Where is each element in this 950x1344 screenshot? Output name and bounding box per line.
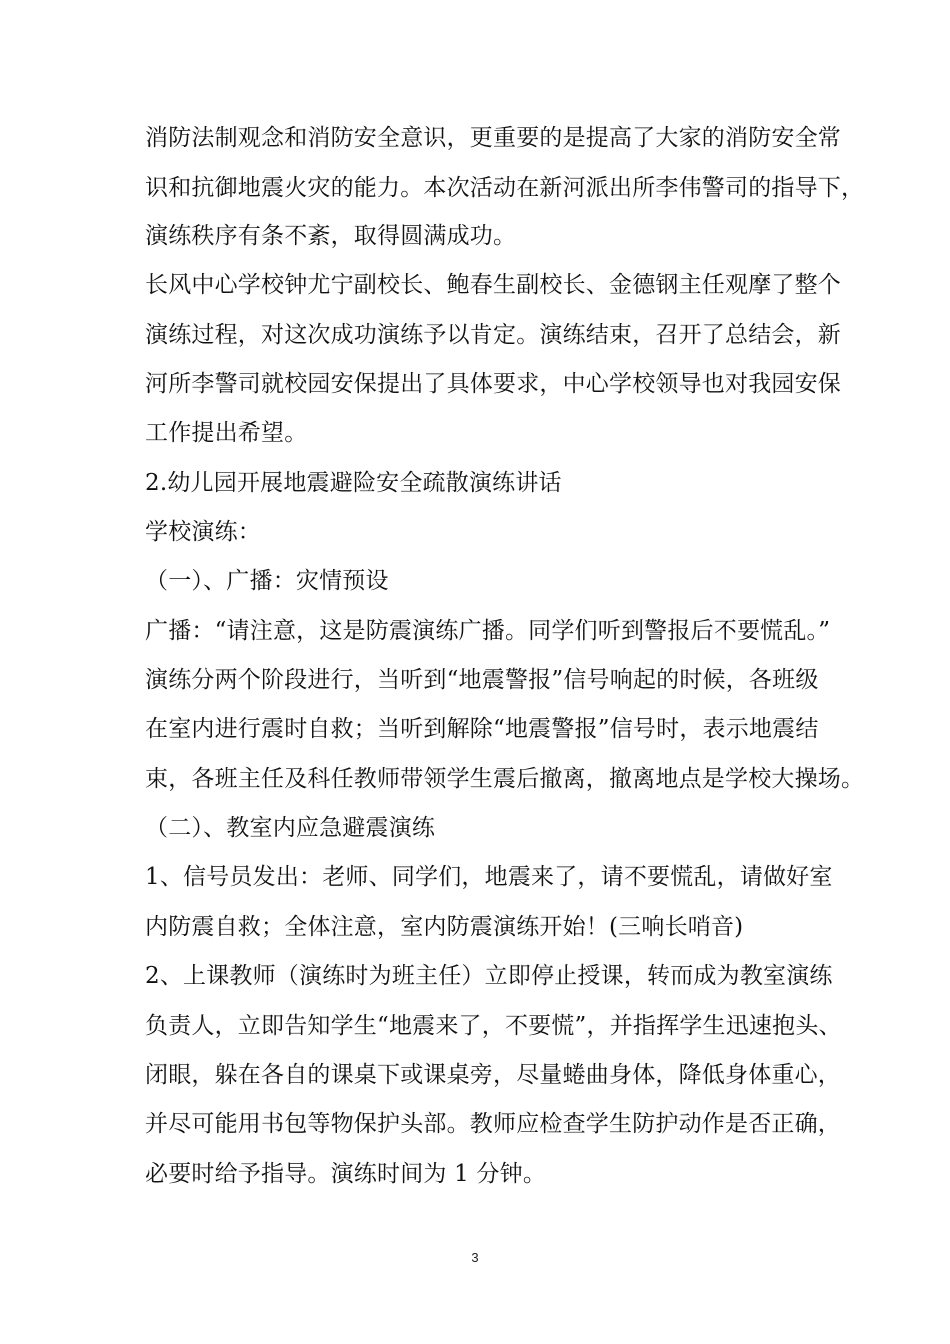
text-line: 长风中心学校钟尤宁副校长、鲍春生副校长、金德钢主任观摩了整个 <box>145 272 841 298</box>
text-line: 束，各班主任及科任教师带领学生震后撤离，撤离地点是学校大操场。 <box>145 766 865 792</box>
text-line: 学校演练： <box>145 519 261 545</box>
section-heading: 2.幼儿园开展地震避险安全疏散演练讲话 <box>145 470 562 496</box>
text-line: 在室内进行震时自救；当听到解除“地震警报”信号时，表示地震结 <box>145 716 819 742</box>
text-line: 闭眼，躲在各自的课桌下或课桌旁，尽量蜷曲身体，降低身体重心， <box>145 1062 841 1088</box>
text-line: 演练分两个阶段进行，当听到“地震警报”信号响起的时候，各班级 <box>145 667 819 693</box>
subsection-heading: （二）、教室内应急避震演练 <box>145 815 436 841</box>
text-line: 并尽可能用书包等物保护头部。教师应检查学生防护动作是否正确， <box>145 1111 841 1137</box>
text-line: 河所李警司就校园安保提出了具体要求，中心学校领导也对我园安保 <box>145 371 841 397</box>
text-line: 必要时给予指导。演练时间为 1 分钟。 <box>145 1161 547 1187</box>
text-line: 负责人，立即告知学生“地震来了，不要慌”，并指挥学生迅速抱头、 <box>145 1013 842 1039</box>
text-line: 广播：“请注意，这是防震演练广播。同学们听到警报后不要慌乱。” <box>145 618 831 644</box>
subsection-heading: （一）、广播：灾情预设 <box>145 568 389 594</box>
text-line: 识和抗御地震火灾的能力。本次活动在新河派出所李伟警司的指导下， <box>145 175 865 201</box>
text-line: 内防震自救；全体注意，室内防震演练开始！(三响长哨音) <box>145 914 744 940</box>
text-line: 工作提出希望。 <box>145 420 308 446</box>
text-line: 消防法制观念和消防安全意识，更重要的是提高了大家的消防安全常 <box>145 125 841 151</box>
text-line: 1、信号员发出：老师、同学们，地震来了，请不要慌乱，请做好室 <box>145 864 833 890</box>
text-line: 演练秩序有条不紊，取得圆满成功。 <box>145 223 517 249</box>
text-line: 演练过程，对这次成功演练予以肯定。演练结束，召开了总结会，新 <box>145 322 841 348</box>
text-line: 2、上课教师（演练时为班主任）立即停止授课，转而成为教室演练 <box>145 963 833 989</box>
page-number: 3 <box>471 1250 479 1265</box>
